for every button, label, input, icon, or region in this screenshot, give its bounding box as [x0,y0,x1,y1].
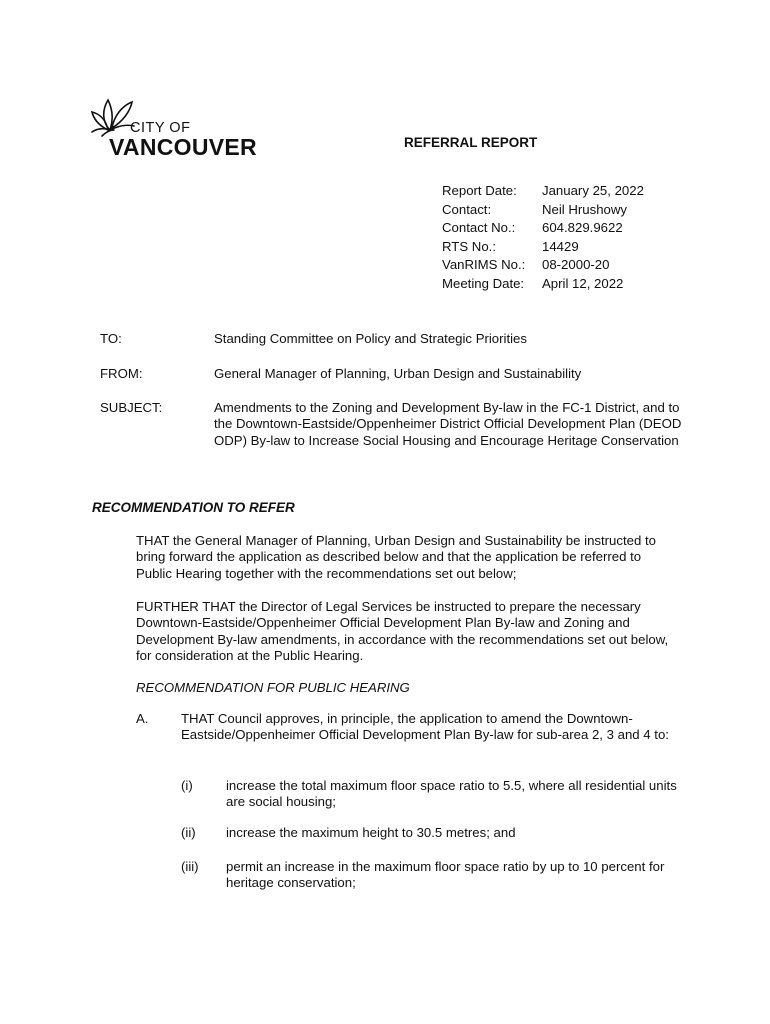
meta-value: 604.829.9622 [542,220,623,236]
city-of-vancouver-logo [88,92,268,162]
sub-item-text: increase the maximum height to 30.5 metres; and [226,825,516,840]
subject-value: Amendments to the Zoning and Development By-law in the FC-1 District, and to the Downtown-Eastside/Oppenheimer District Official Development Plan (DEOD ODP) By-law to Increase Social Housing and Encourage Heritage Conservation [214,400,682,448]
meta-value: 08-2000-20 [542,257,610,273]
sub-item-number: (i) [181,778,193,793]
sub-item-number: (ii) [181,825,196,840]
recommendation-paragraph-1: THAT the General Manager of Planning, Urban Design and Sustainability be instructed to bring forward the application as described below and that the application be referred to Public Hearing together with the recommendations set out below; [136,533,656,581]
sub-item-text: increase the total maximum floor space ratio to 5.5, where all residential units are social housing; [226,778,677,810]
meta-row-rts-no [442,238,644,257]
meta-label: VanRIMS No.: [442,257,526,273]
meta-row-contact-no [442,219,644,238]
report-title: REFERRAL REPORT [404,135,538,150]
item-a-text: THAT Council approves, in principle, the application to amend the Downtown-Eastside/Oppenheimer Official Development Plan By-law for sub-area 2, 3 and 4 to: [181,711,669,743]
from-value: General Manager of Planning, Urban Design and Sustainability [214,366,582,381]
meta-value: Neil Hrushowy [542,201,628,217]
from-label: FROM: [100,366,143,381]
meta-label: Contact No.: [442,220,516,236]
to-label: TO: [100,331,122,346]
recommendation-heading: RECOMMENDATION TO REFER [92,500,295,515]
public-hearing-heading: RECOMMENDATION FOR PUBLIC HEARING [136,680,410,695]
item-a-marker: A. [136,711,149,726]
logo-city-of-text: CITY OF [130,120,191,136]
meta-label: Contact: [442,201,492,217]
subject-label: SUBJECT: [100,400,163,415]
meta-row-vanrims-no [442,256,644,275]
meta-label: Report Date: [442,183,517,198]
sub-item-number: (iii) [181,859,199,874]
meta-label: RTS No.: [442,238,496,254]
meta-value: April 12, 2022 [542,275,624,291]
meta-row-meeting-date [442,275,644,294]
meta-row-report-date [442,182,644,201]
meta-row-contact [442,201,644,220]
recommendation-paragraph-2: FURTHER THAT the Director of Legal Services be instructed to prepare the necessary Downtown-Eastside/Oppenheimer Official Development Plan By-law and Zoning and Development By-law amendments, in accordance with the recommendations set out below, for consideration at the Public Hearing. [136,599,669,664]
meta-value: 14429 [542,238,579,254]
meta-label: Meeting Date: [442,275,525,291]
to-value: Standing Committee on Policy and Strategic Priorities [214,331,527,346]
sub-item-text: permit an increase in the maximum floor space ratio by up to 10 percent for heritage conservation; [226,859,665,891]
meta-value: January 25, 2022 [542,183,644,198]
logo-vancouver-text: VANCOUVER [109,134,257,160]
report-meta-block [442,182,644,294]
